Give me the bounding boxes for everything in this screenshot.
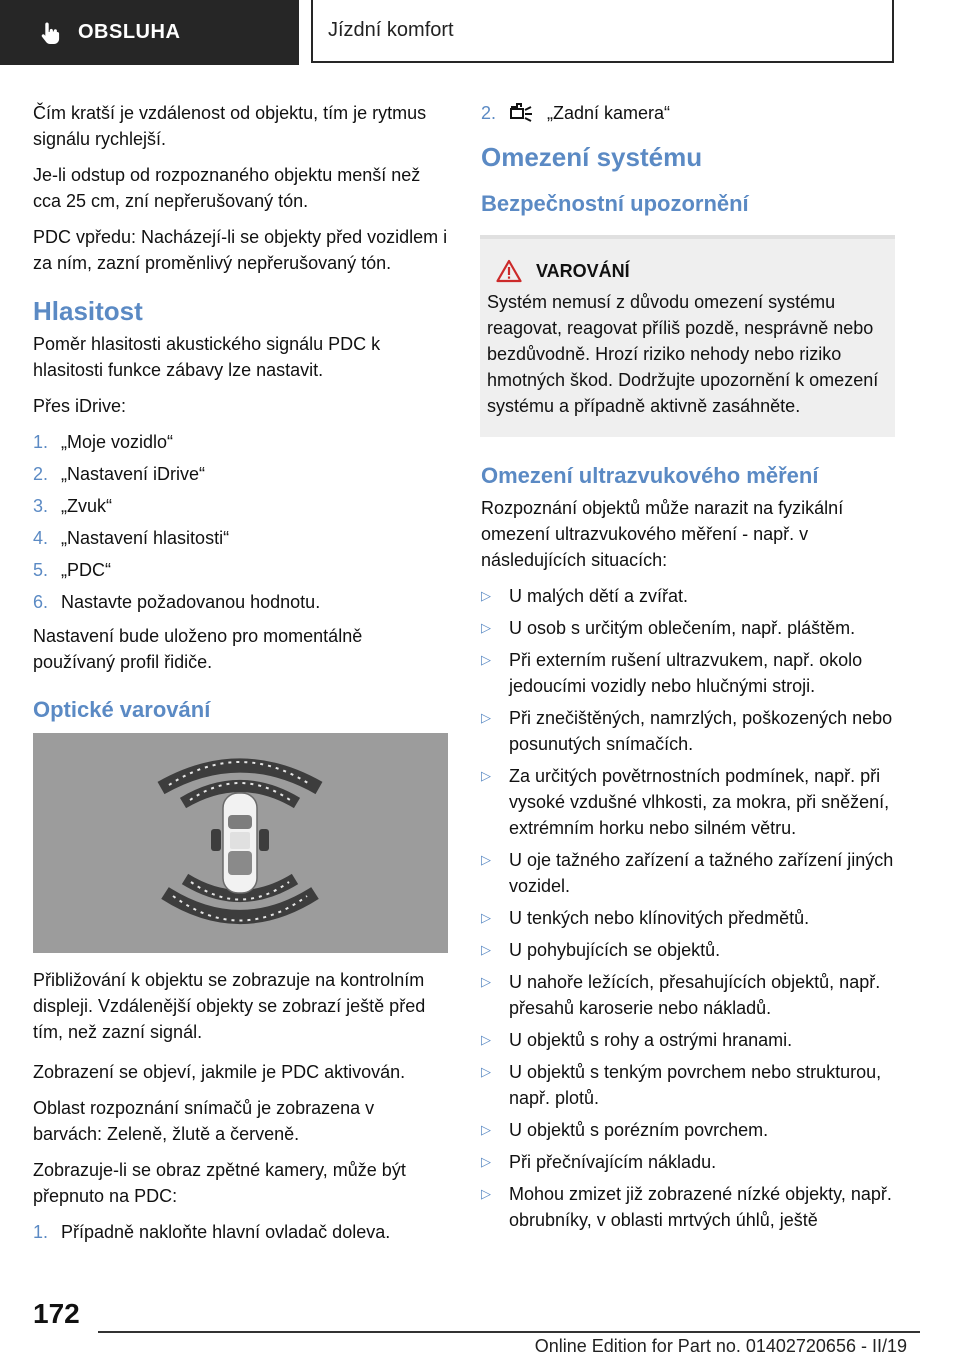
heading-ultrasound-limits: Omezení ultrazvukového měření [481,463,819,488]
warning-text: Systém nemusí z důvodu omezení systému reagovat, reagovat příliš pozdě, nesprávně nebo bezdůvodně. Hrozí riziko nehody nebo riziko hmotných škod. Dodržujte upozornění k omezení systému a případně aktivně zasáhněte. [487,292,879,416]
step-text: Případně nakloňte hlavní ovladač doleva. [61,1222,391,1242]
triangle-bullet-icon: ▷ [481,620,491,635]
list-item-text: U objektů s rohy a ostrými hranami. [509,1030,793,1050]
optical-caption: Přibližování k objektu se zobrazuje na kontrolním displeji. Vzdálenější objekty se zobrazí ještě před tím, než zazní signál. [33,970,426,1042]
step-number: 1. [33,432,49,452]
section-label: OBSLUHA [78,21,181,43]
list-item-text: U oje tažného zařízení a tažného zařízení jiných vozidel. [509,850,894,896]
triangle-bullet-icon: ▷ [481,588,491,603]
step-number: 5. [33,560,49,580]
step-number: 2. [33,464,49,484]
step-text: „Moje vozidlo“ [61,432,174,452]
triangle-bullet-icon: ▷ [481,768,491,783]
optical-p3: Zobrazuje-li se obraz zpětné kamery, může být přepnuto na PDC: [33,1160,406,1206]
list-item [481,1117,895,1143]
list-item [33,493,448,519]
heading-system-limits: Omezení systému [481,142,703,172]
triangle-bullet-icon: ▷ [481,1122,491,1137]
list-item-text: U tenkých nebo klínovitých předmětů. [509,908,810,928]
camera-steps-continued [481,100,895,126]
list-item [33,525,448,551]
hand-pointer-icon [40,21,62,45]
step-text: „Nastavení hlasitosti“ [61,528,230,548]
edition-note: Online Edition for Part no. 01402720656 - II/19 [534,1336,907,1356]
triangle-bullet-icon: ▷ [481,1032,491,1047]
step-number: 1. [33,1222,49,1242]
list-item-text: U nahoře ležících, přesahujících objektů, např. přesahů karoserie nebo nákladů. [509,972,881,1018]
list-item-text: U pohybujících se objektů. [509,940,721,960]
triangle-bullet-icon: ▷ [481,710,491,725]
ultrasound-intro: Rozpoznání objektů může narazit na fyzikální omezení ultrazvukového měření - např. v následujících situacích: [481,498,844,570]
triangle-bullet-icon: ▷ [481,910,491,925]
warning-title-row [487,259,888,283]
pdc-illustration [33,733,448,953]
step-number: 3. [33,496,49,516]
list-item [33,589,448,615]
left-column [33,100,448,1253]
intro-paragraph: Čím kratší je vzdálenost od objektu, tím je rytmus signálu rychlejší. [33,103,427,149]
list-item [481,1181,895,1233]
list-item [481,969,895,1021]
chapter-label: Jízdní komfort [328,19,454,41]
pdc-car-graphic [33,733,448,953]
page-header [0,0,960,66]
volume-idrive-text: Přes iDrive: [33,396,127,416]
list-item [481,1149,895,1175]
camera-steps [33,1219,448,1245]
optical-p2: Oblast rozpoznání snímačů je zobrazena v barvách: Zeleně, žlutě a červeně. [33,1098,375,1144]
heading-volume: Hlasitost [33,296,143,326]
triangle-bullet-icon: ▷ [481,1186,491,1201]
list-item [481,583,895,609]
list-item-text: Za určitých povětrnostních podmínek, např. při vysoké vzdušné vlhkosti, za mokra, při sněžení, extrémním horku nebo silném větru. [509,766,890,838]
list-item [481,615,895,641]
volume-steps [33,429,448,615]
list-item [33,429,448,455]
chapter-box [311,0,894,63]
list-item [481,763,895,841]
triangle-bullet-icon: ▷ [481,1154,491,1169]
step-number: 2. [481,103,497,123]
intro-paragraph: PDC vpředu: Nacházejí-li se objekty před vozidlem i za ním, zazní proměnlivý nepřerušovaný tón. [33,227,448,273]
right-column [481,100,895,1239]
step-text: Nastavte požadovanou hodnotu. [61,592,321,612]
list-item [481,1027,895,1053]
page-number: 172 [33,1298,80,1329]
heading-safety: Bezpečnostní upozornění [481,191,749,216]
list-item-text: U objektů s porézním povrchem. [509,1120,769,1140]
list-item-text: U osob s určitým oblečením, např. pláštěm. [509,618,856,638]
list-item-text: Při externím rušení ultrazvukem, např. okolo jedoucími vozidly nebo hlučnými stroji. [509,650,863,696]
warning-title: VAROVÁNÍ [536,260,630,281]
footer-divider [98,1331,920,1333]
warning-triangle-icon [496,259,522,283]
triangle-bullet-icon: ▷ [481,652,491,667]
triangle-bullet-icon: ▷ [481,942,491,957]
list-item [33,1219,448,1245]
list-item [33,461,448,487]
list-item [481,647,895,699]
step-text: „PDC“ [61,560,111,580]
list-item [33,557,448,583]
optical-p1: Zobrazení se objeví, jakmile je PDC aktivován. [33,1062,406,1082]
step-number: 6. [33,592,49,612]
list-item [481,937,895,963]
section-tab [0,0,299,65]
list-item-text: Při přečnívajícím nákladu. [509,1152,717,1172]
step-text: „Nastavení iDrive“ [61,464,206,484]
list-item [481,905,895,931]
triangle-bullet-icon: ▷ [481,974,491,989]
list-item-text: Mohou zmizet již zobrazené nízké objekty, např. obrubníky, v oblasti mrtvých úhlů, ještě [509,1184,892,1230]
step-text: „Zadní kamera“ [547,103,671,123]
step-number: 4. [33,528,49,548]
limitations-list [481,583,895,1233]
warning-box [480,235,895,437]
heading-optical-warning: Optické varování [33,697,211,722]
volume-note: Nastavení bude uloženo pro momentálně používaný profil řidiče. [33,626,363,672]
intro-paragraph: Je-li odstup od rozpoznaného objektu menší než cca 25 cm, zní nepřerušovaný tón. [33,165,421,211]
list-item [481,100,895,126]
rear-camera-icon [509,103,535,123]
list-item-text: U malých dětí a zvířat. [509,586,689,606]
list-item-text: U objektů s tenkým povrchem nebo strukturou, např. plotů. [509,1062,882,1108]
list-item [481,1059,895,1111]
list-item [481,847,895,899]
list-item [481,705,895,757]
list-item-text: Při znečištěných, namrzlých, poškozených nebo posunutých snímačích. [509,708,893,754]
step-text: „Zvuk“ [61,496,112,516]
volume-text: Poměr hlasitosti akustického signálu PDC k hlasitosti funkce zábavy lze nastavit. [33,334,381,380]
triangle-bullet-icon: ▷ [481,852,491,867]
triangle-bullet-icon: ▷ [481,1064,491,1079]
